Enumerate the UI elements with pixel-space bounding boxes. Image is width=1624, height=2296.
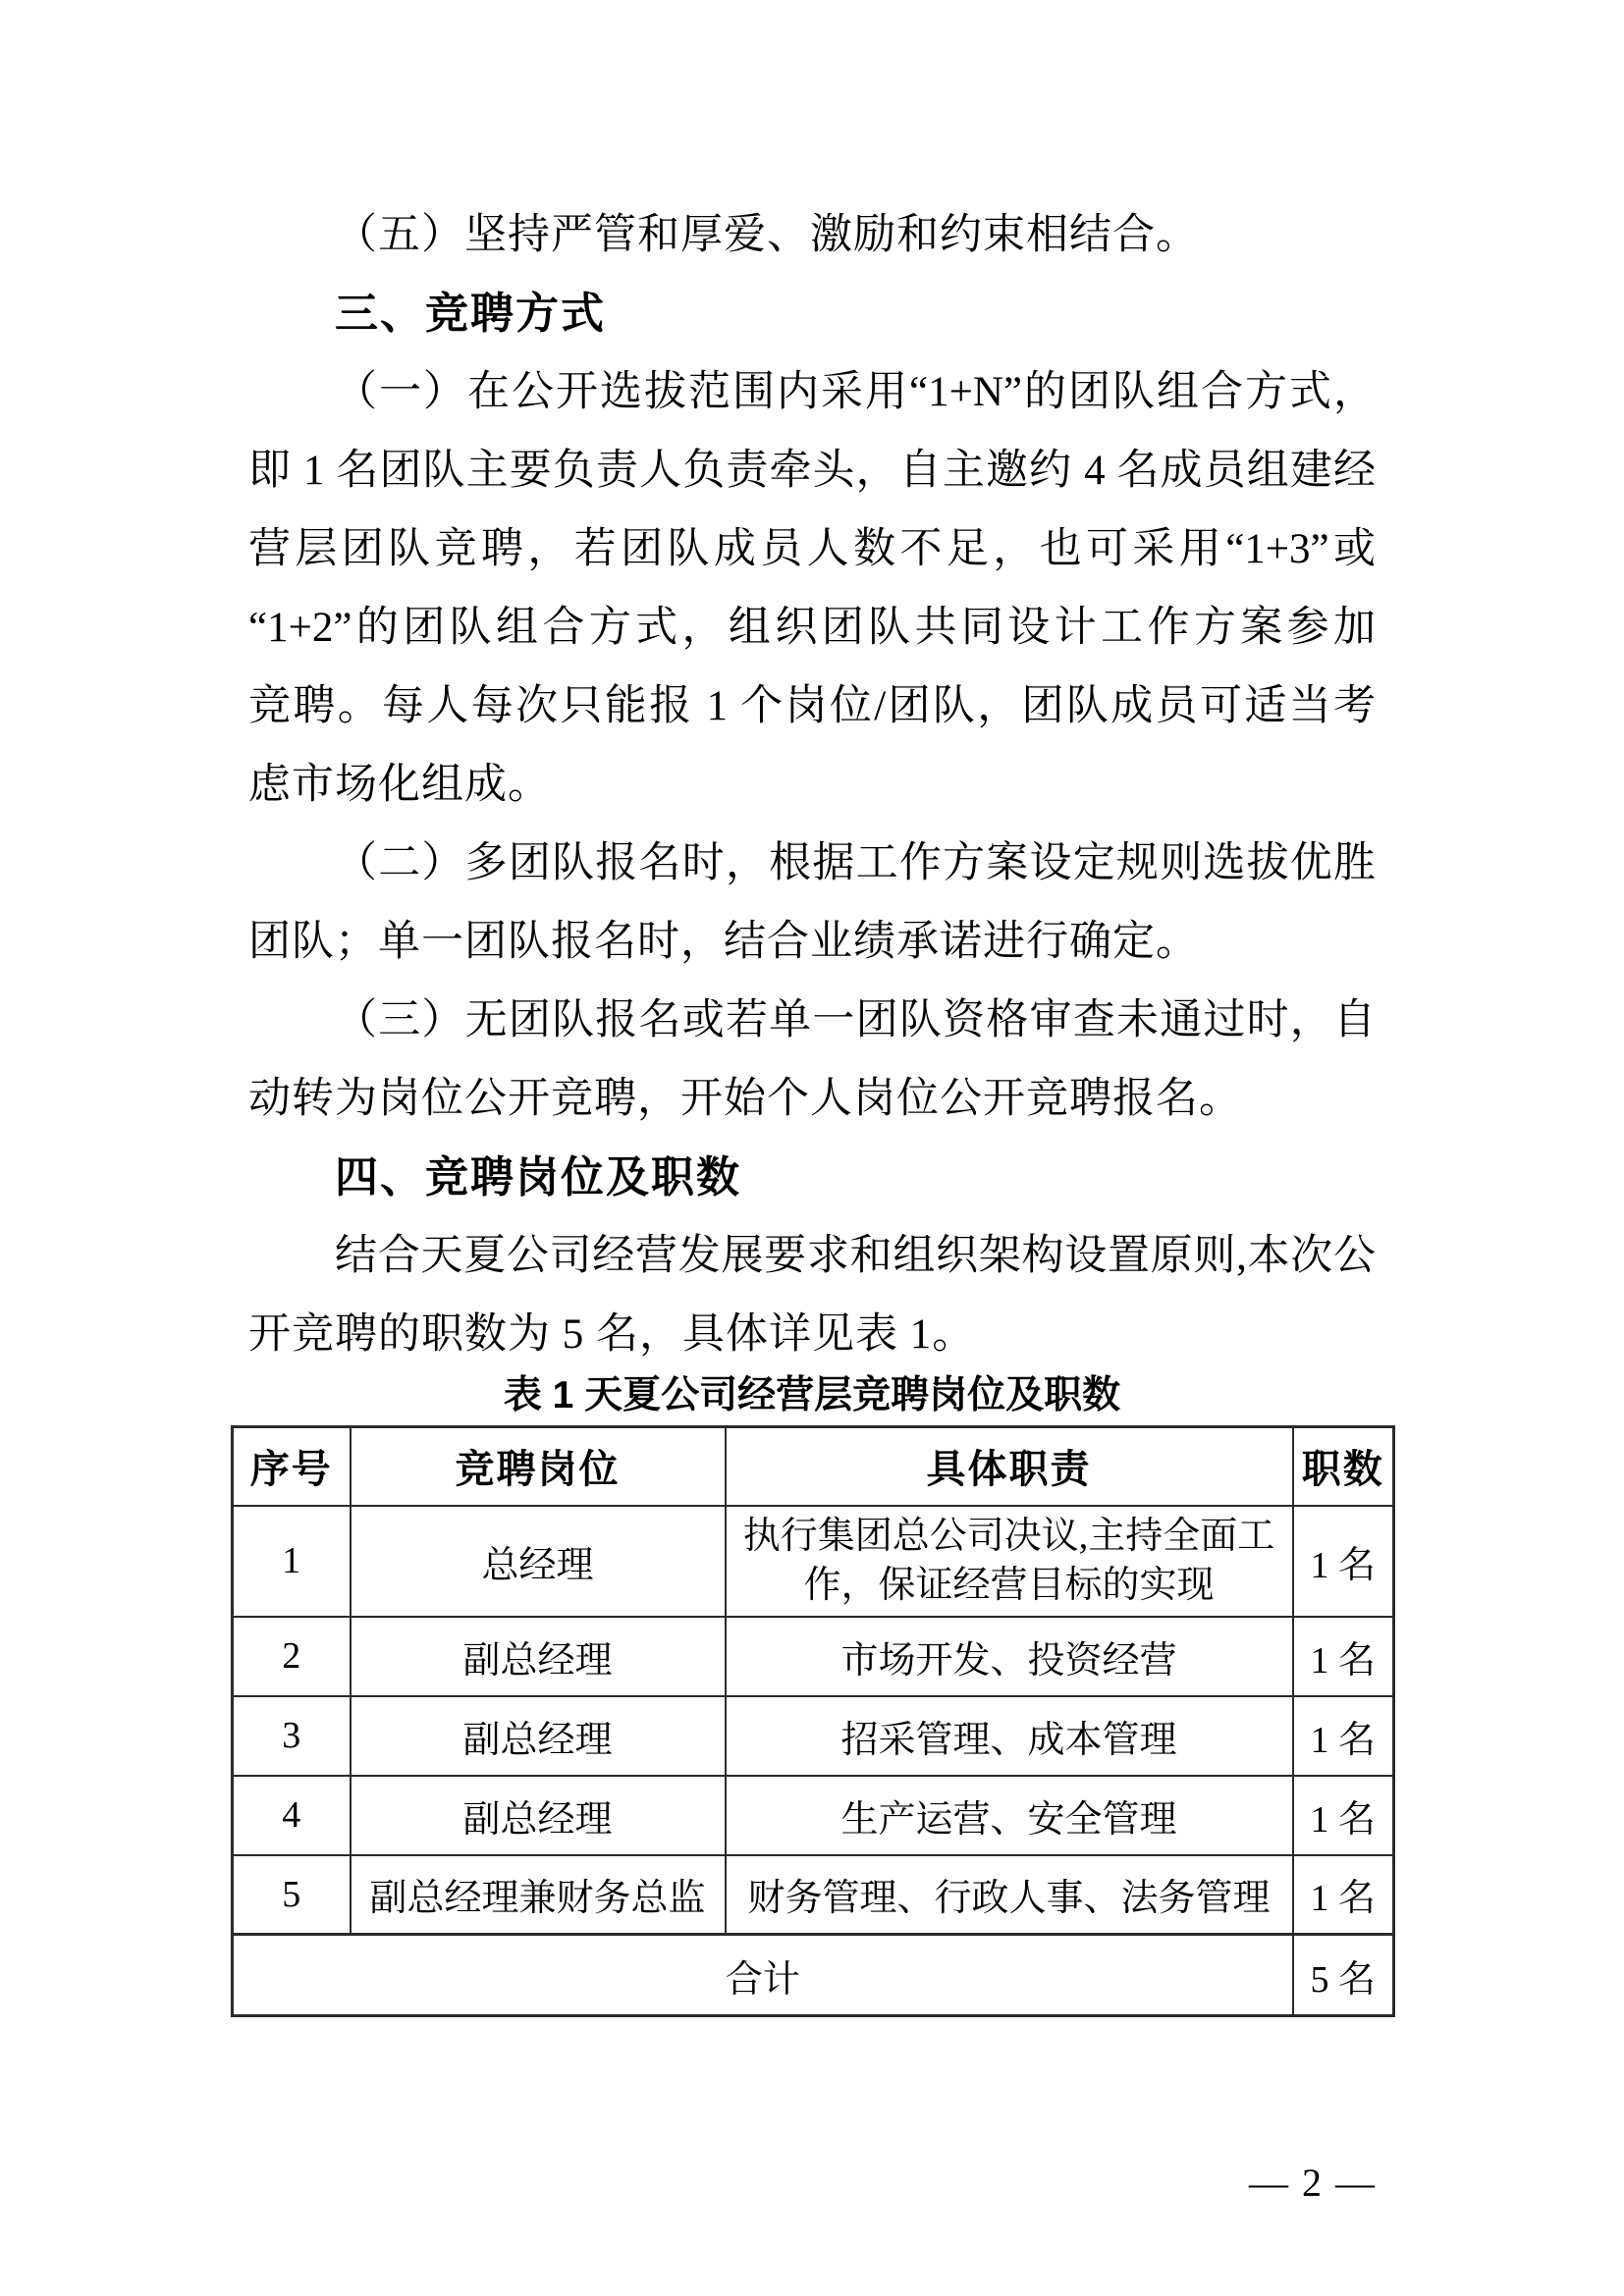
body-line: 团队；单一团队报名时，结合业绩承诺进行确定。 (248, 919, 1199, 965)
cell-count: 1 名 (1293, 1776, 1394, 1855)
total-value-cell: 5 名 (1293, 1935, 1394, 2016)
body-line: 营层团队竞聘，若团队成员人数不足，也可采用“1+3”或 (248, 526, 1376, 572)
body-line: 结合天夏公司经营发展要求和组织架构设置原则,本次公 (335, 1233, 1376, 1279)
table-row (233, 1506, 1394, 1617)
table-header-row (233, 1427, 1394, 1506)
cell-no: 3 (233, 1696, 351, 1776)
body-line: “1+2”的团队组合方式，组织团队共同设计工作方案参加 (248, 605, 1376, 651)
body-line: （一）在公开选拔范围内采用“1+N”的团队组合方式， (335, 369, 1376, 415)
body-line: 虑市场化组成。 (248, 762, 551, 808)
cell-post: 副总经理 (351, 1776, 726, 1855)
cell-duty: 招采管理、成本管理 (726, 1696, 1293, 1776)
body-line: （二）多团队报名时，根据工作方案设定规则选拔优胜 (335, 840, 1376, 886)
cell-post: 副总经理 (351, 1696, 726, 1776)
cell-duty: 生产运营、安全管理 (726, 1776, 1293, 1855)
body-line: 动转为岗位公开竞聘，开始个人岗位公开竞聘报名。 (248, 1076, 1242, 1122)
table-row (233, 1617, 1394, 1696)
cell-no: 5 (233, 1855, 351, 1935)
body-line: （五）坚持严管和厚爱、激励和约束相结合。 (335, 212, 1199, 258)
page-number: — 2 — (1249, 2161, 1377, 2205)
table-row (233, 1855, 1394, 1935)
header-cell-count: 职数 (1293, 1427, 1394, 1506)
header-cell-no: 序号 (233, 1427, 351, 1506)
table-row (233, 1696, 1394, 1776)
total-label-cell: 合计 (233, 1935, 1293, 2016)
body-text-block (248, 196, 1376, 1374)
cell-count: 1 名 (1293, 1696, 1394, 1776)
cell-post: 副总经理兼财务总监 (351, 1855, 726, 1935)
section-heading: 四、竞聘岗位及职数 (335, 1153, 741, 1201)
body-line: （三）无团队报名或若单一团队资格审查未通过时，自 (335, 997, 1376, 1043)
table-row (233, 1776, 1394, 1855)
header-cell-duty: 具体职责 (726, 1427, 1293, 1506)
header-cell-post: 竞聘岗位 (351, 1427, 726, 1506)
cell-post: 总经理 (351, 1506, 726, 1617)
cell-no: 4 (233, 1776, 351, 1855)
body-line: 竞聘。每人每次只能报 1 个岗位/团队，团队成员可适当考 (248, 683, 1376, 729)
cell-count: 1 名 (1293, 1617, 1394, 1696)
cell-no: 2 (233, 1617, 351, 1696)
cell-count: 1 名 (1293, 1506, 1394, 1617)
table-caption: 表 1 天夏公司经营层竞聘岗位及职数 (503, 1374, 1121, 1416)
cell-no: 1 (233, 1506, 351, 1617)
positions-table (231, 1425, 1395, 2017)
cell-duty: 执行集团总公司决议,主持全面工作，保证经营目标的实现 (726, 1506, 1293, 1617)
cell-duty: 市场开发、投资经营 (726, 1617, 1293, 1696)
body-line: 开竞聘的职数为 5 名，具体详见表 1。 (248, 1311, 976, 1358)
cell-post: 副总经理 (351, 1617, 726, 1696)
cell-count: 1 名 (1293, 1855, 1394, 1935)
section-heading: 三、竞聘方式 (335, 290, 606, 338)
body-line: 即 1 名团队主要负责人负责牵头，自主邀约 4 名成员组建经 (248, 448, 1376, 494)
table-total-row (233, 1935, 1394, 2016)
cell-duty: 财务管理、行政人事、法务管理 (726, 1855, 1293, 1935)
